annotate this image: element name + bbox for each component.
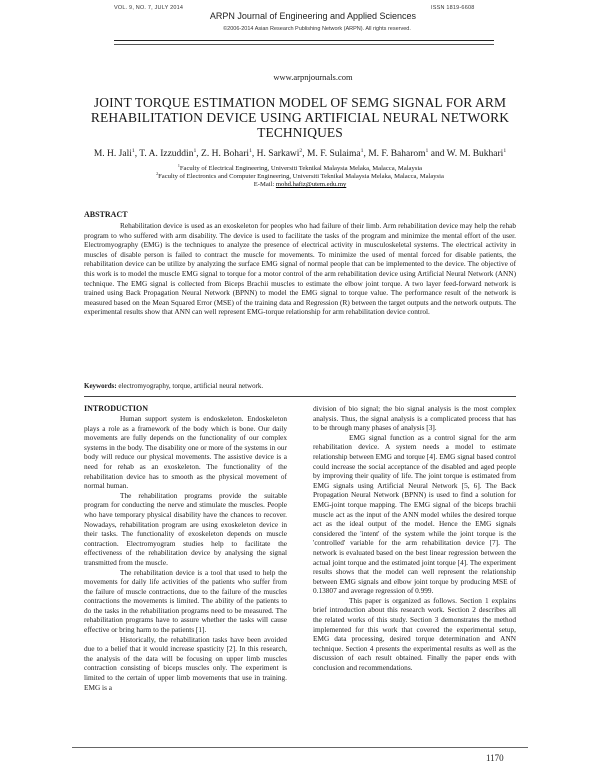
author-name: T. A. Izzuddin [139, 149, 194, 159]
issn: ISSN 1819-6608 [431, 5, 475, 11]
author-name: Z. H. Bohari [201, 149, 250, 159]
header-rule [114, 40, 494, 42]
author-name: W. M. Bukhari [446, 149, 504, 159]
author-name: M. F. Sulaima [307, 149, 361, 159]
volume-line: VOL. 9, NO. 7, JULY 2014 [114, 5, 184, 11]
author-name: M. H. Jali [93, 149, 132, 159]
paper-title: JOINT TORQUE ESTIMATION MODEL OF SEMG SIGNAL FOR ARM REHABILITATION DEVICE USING ARTIFICIAL NEURAL NETWORK TECHNIQUES [90, 95, 510, 140]
author-affiliation-mark: 1 [131, 147, 135, 154]
email-link[interactable]: mohd.hafiz@utem.edu.my [275, 181, 347, 188]
author-list [40, 149, 560, 159]
author-separator: , [302, 149, 308, 159]
right-column [313, 404, 516, 673]
author-name: H. Sarkawi [256, 149, 300, 159]
keywords-text: electromyography, torque, artificial neural network. [118, 382, 264, 390]
abstract-heading: ABSTRACT [84, 210, 128, 219]
author-separator: and [428, 149, 447, 159]
contact-email: E-Mail: mohd.hafiz@utem.edu.my [253, 181, 347, 188]
paragraph: Historically, the rehabilitation tasks have been avoided due to a belief that it would increase spasticity [2]. In this research, the analysis of the data will be focusing on upper limb muscles contraction consisting of biceps muscles only. The experiment is limited to the certain of upper limb movements that use in training. EMG is a [84, 634, 287, 692]
author-affiliation-mark: 2 [299, 147, 303, 154]
paragraph: EMG signal function as a control signal for the arm rehabilitation device. A system needs a model to estimate relationship between EMG and torque [4]. EMG signal based control could increase the social acceptance of the disabled and aged people by improving their quality of life. The joint torque is estimated from EMG signals using Artificial Neural Network [5, 6]. The Back Propagation Neural Network (BPNN) is used to find a solution for EMG-joint torque mapping. The EMG signal of the biceps brachii muscle act as the input of the ANN model whiles the desired torque act as the ideal output of the model. Hence the EMG signals considered the 'intent' of the system while the joint torque is the 'controlled' variable for the arm rehabilitation device [7]. The network is evaluated based on the best linear regression between the actual joint torque and the estimated joint torque [4]. The experiment results shows that the model can well represent the relationship between EMG signals and elbow joint torque by producing MSE of 0.13807 and average regression of 0.999. [313, 432, 516, 596]
affiliation-2: $^2$Faculty of Electronics and Computer Engineering, Universiti Teknikal Malaysia Melaka, Malacca, Malaysia [156, 170, 444, 180]
copyright-notice: ©2006-2014 Asian Research Publishing Network (ARPN). All rights reserved. [223, 26, 411, 32]
journal-website[interactable]: www.arpnjournals.com [273, 72, 353, 82]
author-affiliation-mark: 1 [503, 147, 507, 154]
author-affiliation-mark: 1 [425, 147, 429, 154]
paragraph: The rehabilitation programs provide the suitable program for conducting the nerve and stimulate the muscles. People who have temporary physical disability have the chances to recover. Nowadays, rehabilitation program are using exoskeleton device in their tasks. The functionality of exoskeleton depends on muscle contraction. Electromyogram studies help to facilitate the effectiveness of the rehabilitation device by analysing the signal transmitted from the muscle. [84, 490, 287, 567]
paragraph: The rehabilitation device is a tool that used to help the movements for daily life activities of the patients who suffer from the failure of muscle contractions, due to the failure of the muscles contractions the movements is limited. The ability of the patients to do the tasks in the rehabilitation programs need to be measured. The rehabilitation programs have to assure whether the tasks will cause effective or bring harm to the patients [1]. [84, 567, 287, 635]
author-name: M. F. Baharom [368, 149, 426, 159]
author-separator: , [251, 149, 257, 159]
footer-rule [72, 747, 528, 748]
paragraph: This paper is organized as follows. Section 1 explains brief introduction about this research work. Section 2 describes all the related works of this study. Section 3 demonstrates the method implemented for this work that covered the experimental setup, EMG data processing, desired torque determination and ANN technique. Section 4 presents the experimental results as well as the discussion of each result obtained. Finally the paper ends with conclusion and recommendations. [313, 595, 516, 673]
keywords: Keywords: electromyography, torque, artificial neural network. [84, 382, 264, 390]
author-separator: , [363, 149, 369, 159]
author-affiliation-mark: 1 [249, 147, 252, 154]
section-heading-introduction: INTRODUCTION [84, 404, 149, 413]
author-separator: , [134, 149, 140, 159]
author-separator: , [196, 149, 202, 159]
left-column [84, 404, 287, 692]
author-affiliation-mark: 1 [193, 147, 197, 154]
journal-name: ARPN Journal of Engineering and Applied Sciences [209, 11, 417, 21]
page-number: 1170 [486, 753, 504, 763]
keywords-rule [84, 396, 516, 397]
abstract-text: Rehabilitation device is used as an exoskeleton for peoples who had failure of their limb. Arm rehabilitation device may help the rehab program to who suffered with arm disability. The device is used to facilitate the tasks of the program and minimize the mental effort of the user. Electromyography (EMG) is the techniques to analyze the presence of electrical activity in musculoskeletal systems. The electrical activity in muscles of disable person is failed to contract the muscle for movements. To minimize the used of mental forced for disable patients, the rehabilitation device can be utilize by analyzing the surface EMG signal of normal people that can be implemented to the device. The objective of this work is to model the muscle EMG signal to torque for a motor control of the arm rehabilitation device using Artificial Neural Network (ANN) technique. The EMG signal is collected from Biceps Brachii muscles to estimate the elbow joint torque. A two layer feed-forward network is trained using Back Propagation Neural Network (BPNN) to model the EMG signal to torque value. The performance result of the network is measured based on the Mean Squared Error (MSE) of the training data and Regression (R) between the target outputs and the network outputs. The experimental results show that ANN can well represent EMG-torque relationship for arm rehabilitation device control. [84, 221, 516, 317]
affiliation-1: $^1$Faculty of Electrical Engineering, Universiti Teknikal Malaysia Melaka, Malacca, Malaysia [177, 162, 423, 172]
paragraph: division of bio signal; the bio signal analysis is the most complex analysis. Thus, the signal analysis is a complicated process that has to be through many phases of analysis [3]. [313, 404, 516, 433]
paragraph: Human support system is endoskeleton. Endoskeleton plays a role as a framework of the body which is bone. Our daily movements are fully depends on the functionality of our complex systems in the body. The disability one or more of the systems in our body will reduce our physical movements. The assistive device is a need for rehab as an exoskeleton. The functionality of the rehabilitation device has to smooth as the physical movement of normal human. [84, 414, 287, 491]
header-rule-thin [114, 44, 494, 45]
author-affiliation-mark: 1 [360, 147, 364, 154]
